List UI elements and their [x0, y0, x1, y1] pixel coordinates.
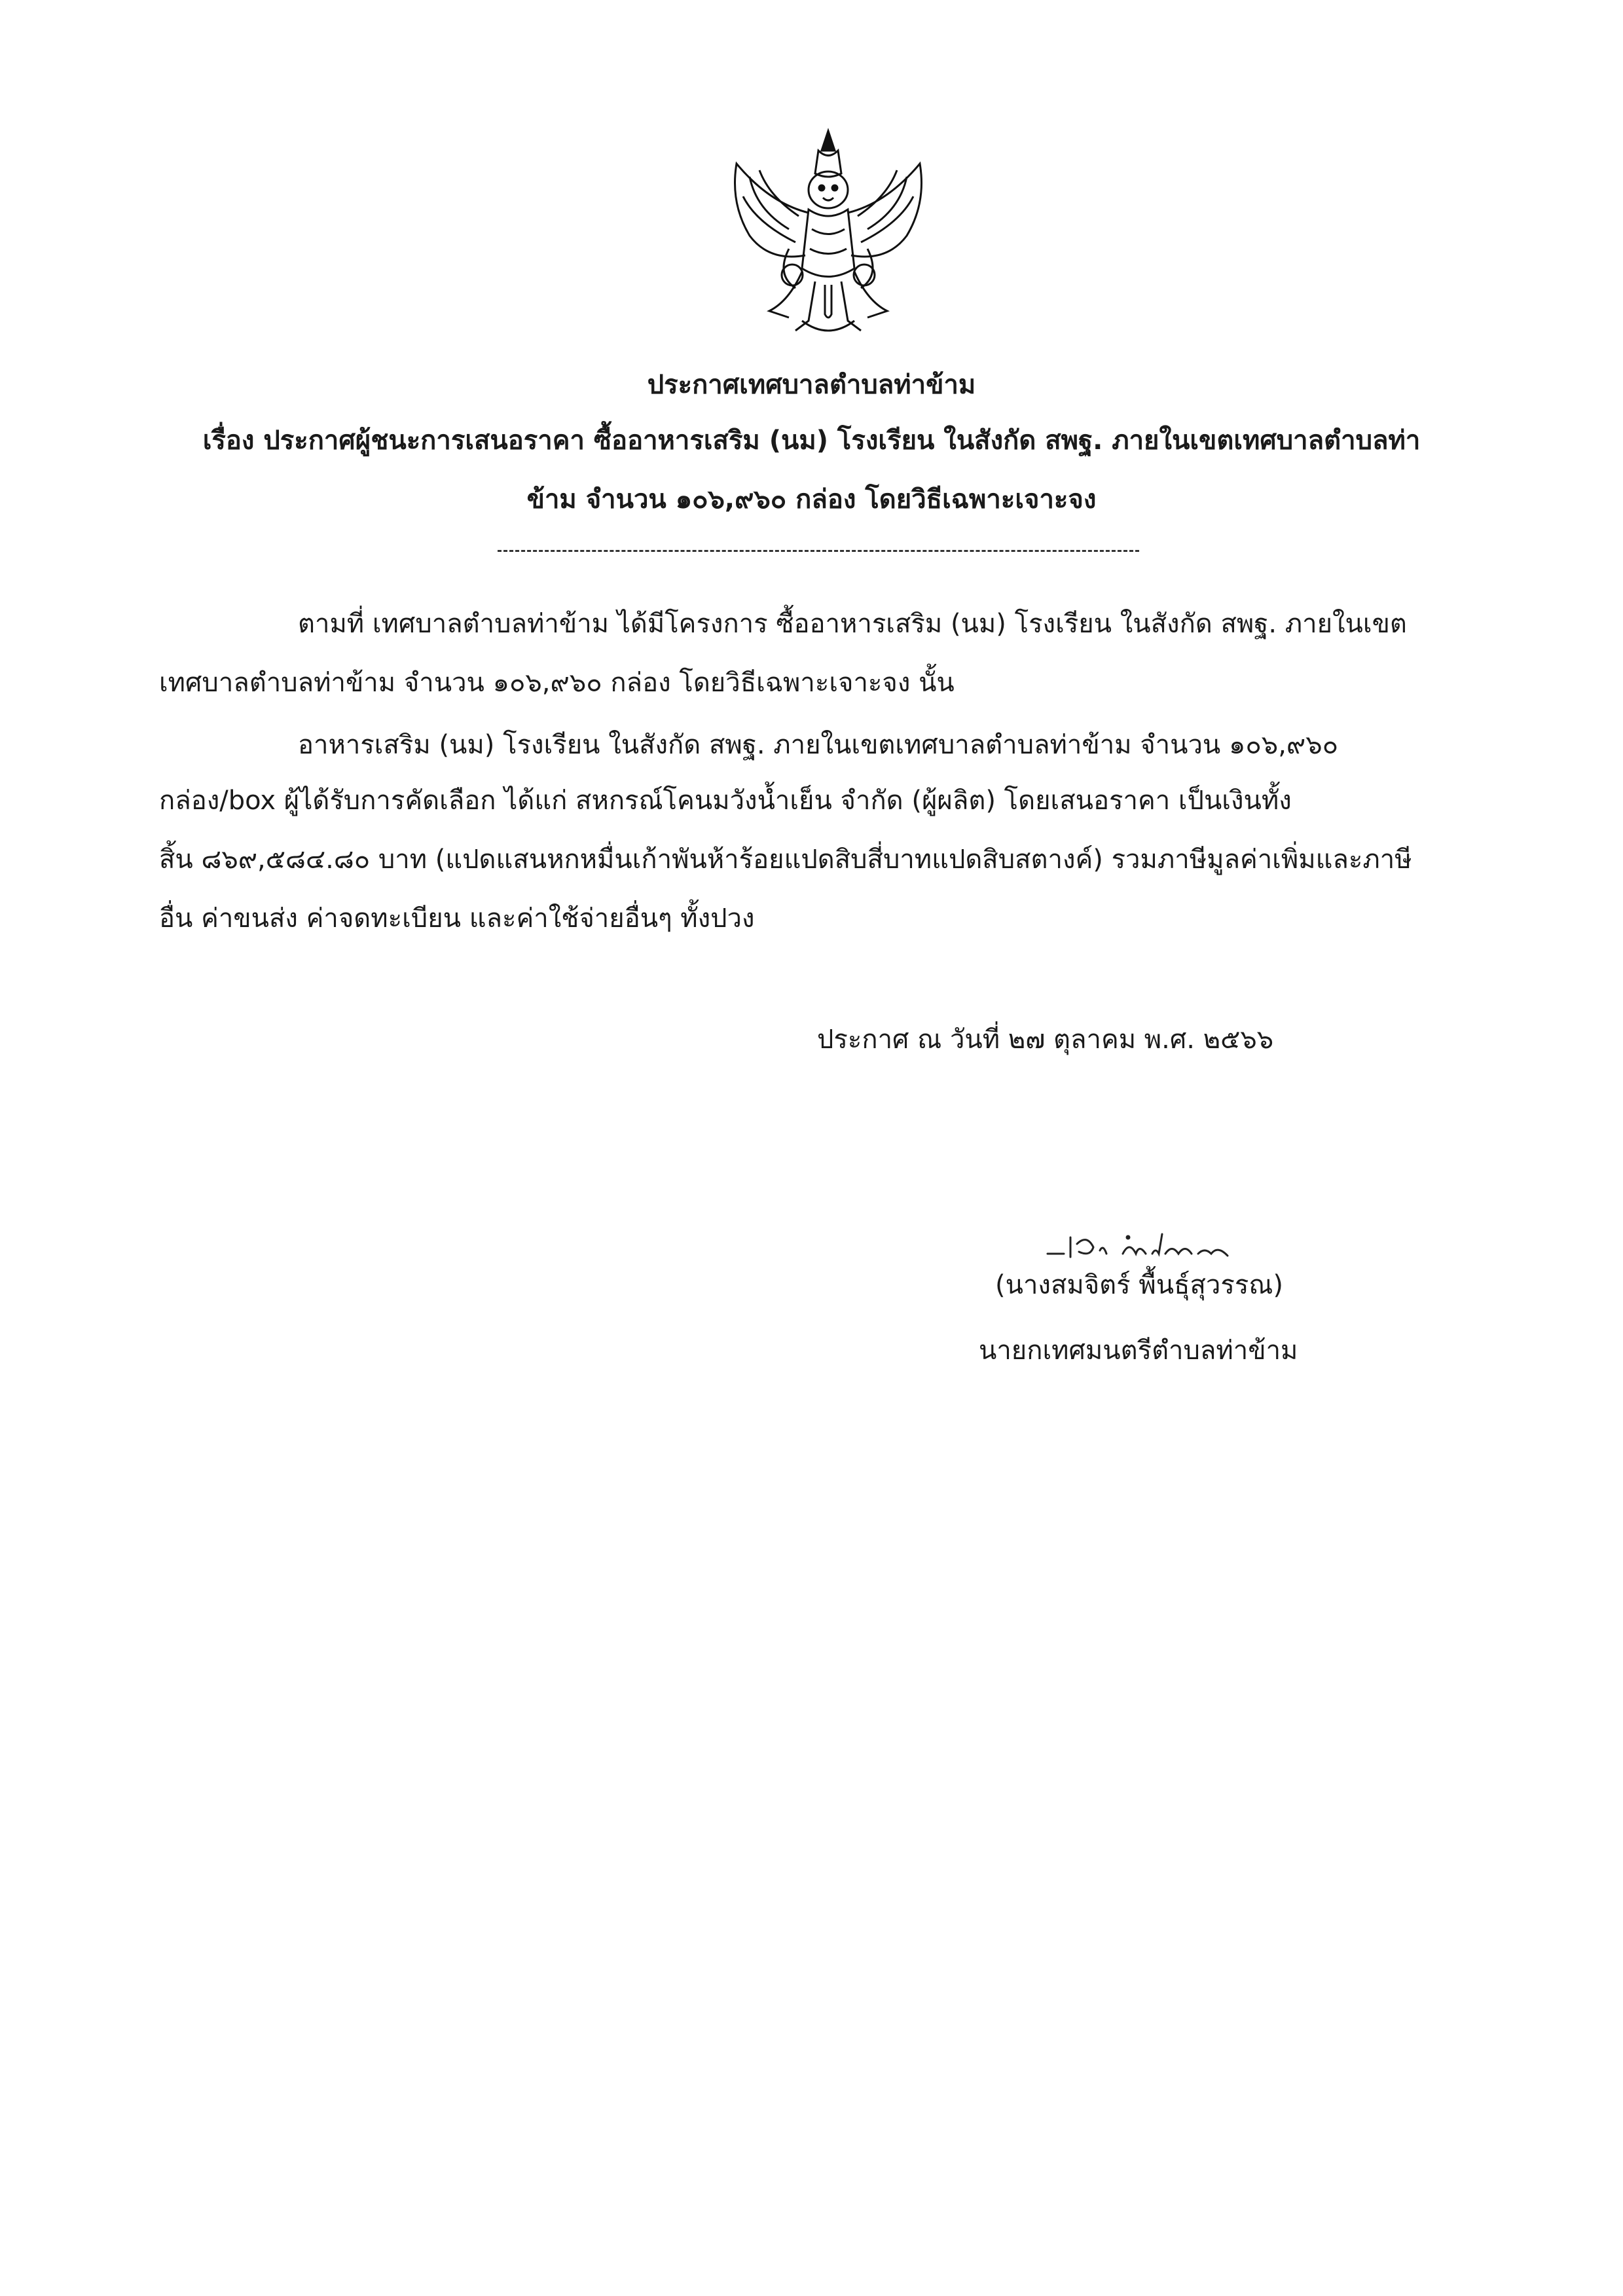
- paragraph-2-line-1: อาหารเสริม (นม) โรงเรียน ในสังกัด สพฐ. ภายในเขตเทศบาลตำบลท่าข้าม จำนวน ๑๐๖,๙๖๐: [298, 730, 1339, 760]
- paragraph-2-line-4: อื่น ค่าขนส่ง ค่าจดทะเบียน และค่าใช้จ่ายอื่นๆ ทั้งปวง: [159, 903, 755, 934]
- signer-position: นายกเทศมนตรีตำบลท่าข้าม: [979, 1336, 1298, 1366]
- announcement-title: ประกาศเทศบาลตำบลท่าข้าม: [647, 370, 976, 400]
- subject-line-1: เรื่อง ประกาศผู้ชนะการเสนอราคา ซื้ออาหารเสริม (นม) โรงเรียน ในสังกัด สพฐ. ภายในเขตเทศบาลตำบลท่า: [202, 426, 1421, 456]
- paragraph-1-line-1: ตามที่ เทศบาลตำบลท่าข้าม ได้มีโครงการ ซื้ออาหารเสริม (นม) โรงเรียน ในสังกัด สพฐ. ภายในเขต: [298, 609, 1407, 639]
- subject-line-2: ข้าม จำนวน ๑๐๖,๙๖๐ กล่อง โดยวิธีเฉพาะเจาะจง: [526, 484, 1097, 515]
- announcement-date: ประกาศ ณ วันที่ ๒๗ ตุลาคม พ.ศ. ๒๕๖๖: [817, 1025, 1274, 1055]
- title-divider: [498, 550, 1139, 552]
- signer-name: (นางสมจิตร์ พื้นธุ์สุวรรณ): [995, 1270, 1284, 1300]
- paragraph-2-line-2: กล่อง/box ผู้ได้รับการคัดเลือก ได้แก่ สหกรณ์โคนมวังน้ำเย็น จำกัด (ผู้ผลิต) โดยเสนอราคา เป็นเงินทั้ง: [159, 786, 1292, 816]
- paragraph-1-line-2: เทศบาลตำบลท่าข้าม จำนวน ๑๐๖,๙๖๐ กล่อง โดยวิธีเฉพาะเจาะจง นั้น: [159, 668, 955, 698]
- garuda-emblem-icon: [710, 124, 946, 340]
- paragraph-2-line-3: สิ้น ๘๖๙,๕๘๔.๘๐ บาท (แปดแสนหกหมื่นเก้าพันห้าร้อยแปดสิบสี่บาทแปดสิบสตางค์) รวมภาษีมูลค่าเพิ่มและภาษี: [159, 845, 1412, 875]
